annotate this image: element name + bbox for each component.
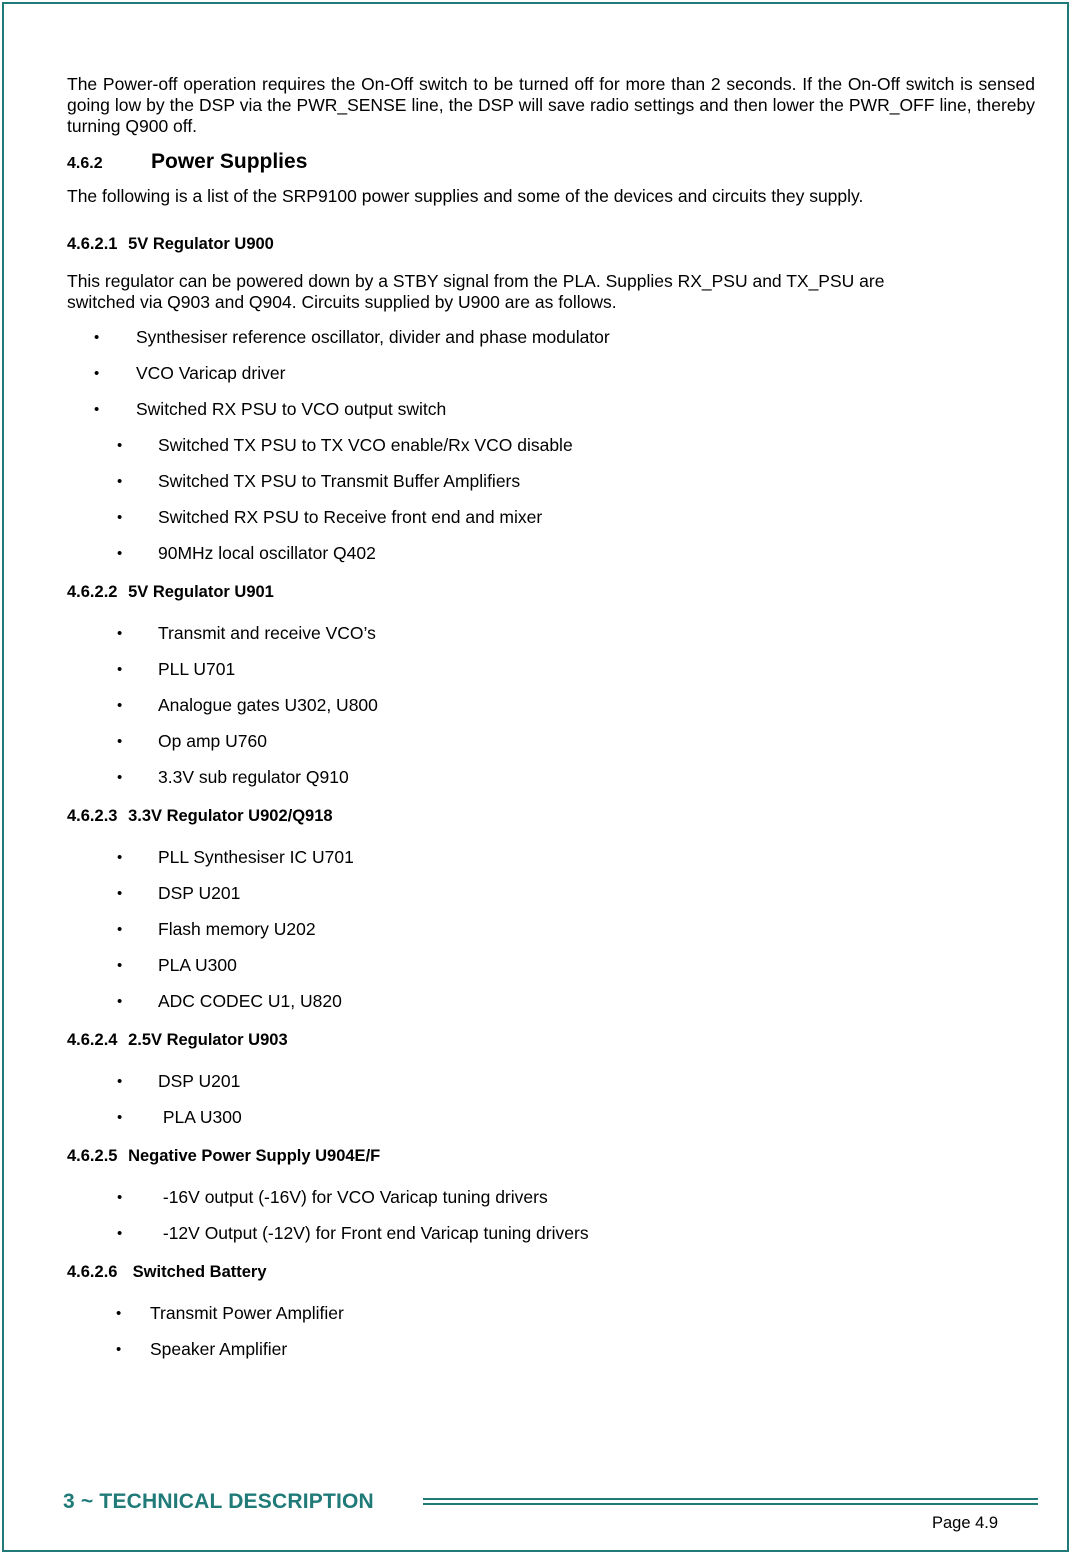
list-item: • Transmit and receive VCO’s	[67, 623, 1035, 644]
list-item: • Speaker Amplifier	[67, 1339, 1035, 1360]
list-item: • 90MHz local oscillator Q402	[67, 543, 1035, 564]
bullet-list	[67, 435, 1035, 564]
footer-title: 3 ~ TECHNICAL DESCRIPTION	[63, 1490, 374, 1513]
list-item: • 3.3V sub regulator Q910	[67, 767, 1035, 788]
footer-rule-line	[423, 1503, 1038, 1505]
subsection-text: switched via Q903 and Q904. Circuits supplied by U900 are as follows.	[67, 292, 617, 312]
subsection-heading	[67, 1262, 1035, 1283]
list-item: • VCO Varicap driver	[67, 363, 1035, 384]
list-item: • Transmit Power Amplifier	[67, 1303, 1035, 1324]
subsection-number: 4.6.2.5	[67, 1147, 118, 1165]
list-item: • Switched RX PSU to VCO output switch	[67, 399, 1035, 420]
subsection-heading	[67, 582, 1035, 603]
list-item: • Op amp U760	[67, 731, 1035, 752]
section-number: 4.6.2	[67, 155, 103, 172]
subsection-heading	[67, 1030, 1035, 1051]
subsection-text: This regulator can be powered down by a STBY signal from the PLA. Supplies RX_PSU and TX_PSU are	[67, 271, 885, 291]
subsection-title: 5V Regulator U901	[128, 583, 274, 601]
subsection-heading	[67, 1146, 1035, 1167]
list-item: • -16V output (-16V) for VCO Varicap tuning drivers	[67, 1187, 1035, 1208]
subsection-title: Negative Power Supply U904E/F	[128, 1147, 381, 1165]
subsection-number: 4.6.2.1	[67, 235, 118, 253]
footer-rule	[423, 1498, 1038, 1506]
list-item: • -12V Output (-12V) for Front end Varicap tuning drivers	[67, 1223, 1035, 1244]
list-item: • Flash memory U202	[67, 919, 1035, 940]
bullet-list	[67, 623, 1035, 788]
section-description: The following is a list of the SRP9100 power supplies and some of the devices and circuits they supply.	[67, 186, 864, 206]
list-item: • PLA U300	[67, 955, 1035, 976]
section-heading	[67, 151, 1035, 174]
subsection-number: 4.6.2.4	[67, 1031, 118, 1049]
list-item: • PLL U701	[67, 659, 1035, 680]
subsection-title: 3.3V Regulator U902/Q918	[128, 807, 333, 825]
subsection-number: 4.6.2.6	[67, 1263, 118, 1281]
document-body	[67, 74, 1035, 1375]
list-item: • Synthesiser reference oscillator, divider and phase modulator	[67, 327, 1035, 348]
list-item: • Switched RX PSU to Receive front end and mixer	[67, 507, 1035, 528]
subsection-heading	[67, 234, 1035, 255]
list-item: • PLA U300	[67, 1107, 1035, 1128]
section-title: Power Supplies	[151, 150, 308, 173]
subsection-number: 4.6.2.3	[67, 807, 118, 825]
bullet-list	[67, 1303, 1035, 1360]
list-item: • DSP U201	[67, 1071, 1035, 1092]
bullet-list	[67, 327, 1035, 420]
subsection-title: 5V Regulator U900	[128, 235, 274, 253]
list-item: • Switched TX PSU to TX VCO enable/Rx VCO disable	[67, 435, 1035, 456]
list-item: • Switched TX PSU to Transmit Buffer Amplifiers	[67, 471, 1035, 492]
subsection-heading	[67, 806, 1035, 827]
page-number: Page 4.9	[932, 1514, 999, 1532]
list-item: • PLL Synthesiser IC U701	[67, 847, 1035, 868]
bullet-list	[67, 1187, 1035, 1244]
bullet-list	[67, 847, 1035, 1012]
footer-rule-line	[423, 1498, 1038, 1500]
list-item: • ADC CODEC U1, U820	[67, 991, 1035, 1012]
bullet-list	[67, 1071, 1035, 1128]
subsection-number: 4.6.2.2	[67, 583, 118, 601]
list-item: • DSP U201	[67, 883, 1035, 904]
subsection-title: 2.5V Regulator U903	[128, 1031, 288, 1049]
intro-paragraph: The Power-off operation requires the On-Off switch to be turned off for more than 2 seconds. If the On-Off switch is sensed going low by the DSP via the PWR_SENSE line, the DSP will save radio settings and then lower the PWR_OFF line, thereby turning Q900 off.	[67, 74, 1035, 136]
list-item: • Analogue gates U302, U800	[67, 695, 1035, 716]
subsection-title: Switched Battery	[128, 1263, 267, 1281]
